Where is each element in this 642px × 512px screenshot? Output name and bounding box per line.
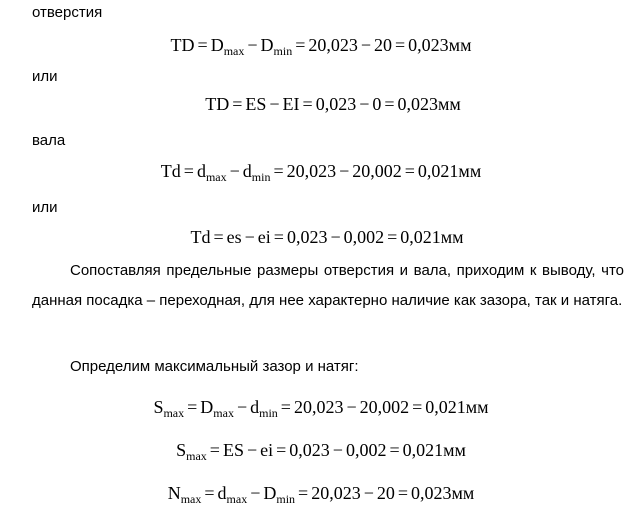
formula-shaft-tolerance-deviations: Td = es − ei = 0,023 − 0,002 = 0,021мм bbox=[190, 227, 464, 247]
label-or-2: или bbox=[32, 199, 58, 216]
formula-max-clearance-deviations: $S_{max}$ = ES − ei = 0,023 − 0,002 = 0,021мм bbox=[176, 440, 466, 463]
label-or-1: или bbox=[32, 68, 58, 85]
label-shaft: вала bbox=[32, 132, 66, 149]
formula-hole-tolerance: TD = $D_{max} - D_{min} = 20,023 - 20 = 0,023мм$ bbox=[170, 35, 472, 58]
paragraph-define: Определим максимальный зазор и натяг: bbox=[70, 358, 359, 375]
paragraph-conclusion: Сопоставляя предельные размеры отверстия и вала, приходим к выводу, что данная посадка – переходная, для нее характерно наличие как зазора, так и натяга. bbox=[32, 262, 624, 309]
formula-max-interference: $N_{max} = d_{max} - D_{min} = 20,023 - 20 = 0,023мм$ bbox=[167, 483, 475, 506]
formula-max-clearance: $S_{max} = D_{max} - d_{min} = 20,023 - 20,002 = 0,021мм$ bbox=[153, 397, 489, 420]
label-hole: отверстия bbox=[32, 4, 103, 21]
formula-shaft-tolerance: $Td = d_{max} - d_{min} = 20,023 - 20,002 = 0,021мм$ bbox=[160, 161, 482, 184]
formula-hole-tolerance-deviations: TD = ES − EI = 0,023 − 0 = 0,023мм bbox=[205, 94, 461, 114]
